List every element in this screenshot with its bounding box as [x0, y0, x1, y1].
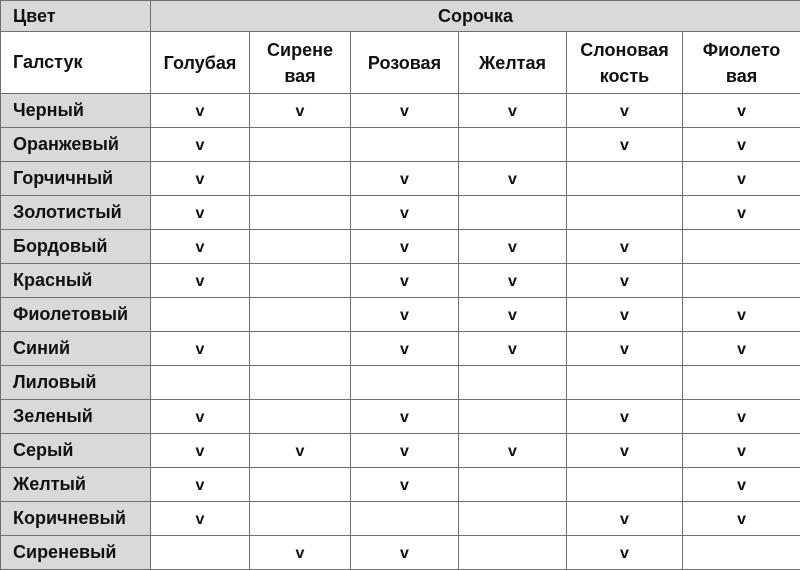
tie-name-cell: Коричневый — [1, 502, 151, 536]
check-mark: v — [196, 239, 205, 256]
compatibility-cell — [567, 230, 683, 264]
compatibility-cell — [567, 162, 683, 196]
check-mark: v — [400, 477, 409, 494]
check-mark: v — [737, 307, 746, 324]
compatibility-cell — [351, 434, 459, 468]
tie-name-cell: Горчичный — [1, 162, 151, 196]
compatibility-cell — [250, 468, 351, 502]
compatibility-cell — [459, 366, 567, 400]
check-mark: v — [737, 137, 746, 154]
compatibility-cell — [151, 434, 250, 468]
compatibility-cell — [151, 536, 250, 570]
compatibility-cell — [351, 230, 459, 264]
check-mark: v — [508, 103, 517, 120]
compatibility-cell — [567, 298, 683, 332]
compatibility-cell — [250, 400, 351, 434]
tie-name-cell: Серый — [1, 434, 151, 468]
tie-name-cell: Зеленый — [1, 400, 151, 434]
tie-name-cell: Черный — [1, 94, 151, 128]
header-row-columns — [1, 32, 800, 94]
table-row — [1, 536, 800, 570]
check-mark: v — [620, 409, 629, 426]
compatibility-cell — [250, 332, 351, 366]
check-mark: v — [508, 273, 517, 290]
compatibility-cell — [250, 196, 351, 230]
check-mark: v — [400, 409, 409, 426]
compatibility-cell — [351, 468, 459, 502]
compatibility-cell — [459, 94, 567, 128]
compatibility-cell — [151, 502, 250, 536]
check-mark: v — [400, 307, 409, 324]
compatibility-cell — [151, 400, 250, 434]
check-mark: v — [296, 103, 305, 120]
shirt-column-header: Фиолето вая — [683, 32, 800, 94]
table-row — [1, 434, 800, 468]
compatibility-cell — [151, 196, 250, 230]
compatibility-cell — [459, 434, 567, 468]
compatibility-cell — [459, 128, 567, 162]
compatibility-cell — [250, 94, 351, 128]
compatibility-cell — [250, 264, 351, 298]
table-row — [1, 196, 800, 230]
check-mark: v — [196, 409, 205, 426]
check-mark: v — [400, 545, 409, 562]
check-mark: v — [737, 103, 746, 120]
check-mark: v — [196, 273, 205, 290]
check-mark: v — [620, 545, 629, 562]
compatibility-cell — [351, 400, 459, 434]
check-mark: v — [196, 443, 205, 460]
shirt-label-cell: Сорочка — [151, 1, 800, 32]
compatibility-cell — [151, 128, 250, 162]
compatibility-cell — [683, 502, 800, 536]
compatibility-cell — [151, 468, 250, 502]
compatibility-cell — [683, 434, 800, 468]
compatibility-cell — [351, 332, 459, 366]
compatibility-cell — [459, 162, 567, 196]
compatibility-cell — [351, 264, 459, 298]
table-row — [1, 400, 800, 434]
check-mark: v — [737, 477, 746, 494]
compatibility-cell — [351, 128, 459, 162]
compatibility-cell — [567, 366, 683, 400]
table-row — [1, 332, 800, 366]
compatibility-cell — [250, 434, 351, 468]
check-mark: v — [196, 137, 205, 154]
check-mark: v — [737, 171, 746, 188]
compatibility-cell — [567, 536, 683, 570]
compatibility-cell — [683, 264, 800, 298]
check-mark: v — [508, 171, 517, 188]
table-row — [1, 366, 800, 400]
check-mark: v — [196, 205, 205, 222]
check-mark: v — [620, 103, 629, 120]
compatibility-cell — [683, 400, 800, 434]
compatibility-cell — [351, 366, 459, 400]
compatibility-cell — [567, 94, 683, 128]
check-mark: v — [737, 341, 746, 358]
compatibility-cell — [567, 196, 683, 230]
compatibility-cell — [567, 434, 683, 468]
compatibility-cell — [683, 298, 800, 332]
check-mark: v — [737, 205, 746, 222]
compatibility-cell — [567, 332, 683, 366]
check-mark: v — [400, 443, 409, 460]
compatibility-cell — [683, 366, 800, 400]
tie-name-cell: Желтый — [1, 468, 151, 502]
compatibility-cell — [151, 366, 250, 400]
compatibility-cell — [683, 196, 800, 230]
compatibility-cell — [250, 230, 351, 264]
compatibility-cell — [459, 400, 567, 434]
check-mark: v — [508, 307, 517, 324]
compatibility-cell — [459, 196, 567, 230]
compatibility-cell — [250, 128, 351, 162]
compatibility-cell — [351, 162, 459, 196]
shirt-column-header: Голубая — [151, 32, 250, 94]
check-mark: v — [400, 239, 409, 256]
check-mark: v — [737, 511, 746, 528]
table-row — [1, 162, 800, 196]
tie-label-cell: Галстук — [1, 32, 151, 94]
compatibility-cell — [351, 298, 459, 332]
compatibility-cell — [151, 94, 250, 128]
check-mark: v — [620, 341, 629, 358]
compatibility-cell — [567, 264, 683, 298]
compatibility-cell — [351, 536, 459, 570]
check-mark: v — [737, 409, 746, 426]
compatibility-cell — [151, 332, 250, 366]
compatibility-cell — [250, 366, 351, 400]
compatibility-cell — [459, 468, 567, 502]
compatibility-cell — [250, 502, 351, 536]
check-mark: v — [400, 273, 409, 290]
table-row — [1, 264, 800, 298]
check-mark: v — [400, 341, 409, 358]
compatibility-cell — [250, 536, 351, 570]
compatibility-cell — [459, 502, 567, 536]
compatibility-cell — [351, 196, 459, 230]
compatibility-cell — [151, 162, 250, 196]
check-mark: v — [400, 205, 409, 222]
compatibility-cell — [459, 230, 567, 264]
compatibility-cell — [683, 468, 800, 502]
tie-name-cell: Фиолетовый — [1, 298, 151, 332]
table-row — [1, 468, 800, 502]
compatibility-cell — [459, 298, 567, 332]
compatibility-cell — [567, 400, 683, 434]
check-mark: v — [196, 511, 205, 528]
check-mark: v — [737, 443, 746, 460]
compatibility-cell — [683, 332, 800, 366]
tie-name-cell: Красный — [1, 264, 151, 298]
compatibility-cell — [567, 128, 683, 162]
check-mark: v — [508, 239, 517, 256]
table-row — [1, 502, 800, 536]
color-label-cell: Цвет — [1, 1, 151, 32]
check-mark: v — [508, 341, 517, 358]
check-mark: v — [296, 443, 305, 460]
check-mark: v — [196, 341, 205, 358]
tie-name-cell: Золотистый — [1, 196, 151, 230]
check-mark: v — [400, 103, 409, 120]
compatibility-cell — [459, 332, 567, 366]
check-mark: v — [620, 239, 629, 256]
compatibility-cell — [683, 162, 800, 196]
check-mark: v — [196, 171, 205, 188]
compatibility-cell — [250, 298, 351, 332]
header-row-top — [1, 1, 800, 32]
compatibility-cell — [683, 128, 800, 162]
table-row — [1, 230, 800, 264]
check-mark: v — [620, 273, 629, 290]
check-mark: v — [620, 137, 629, 154]
check-mark: v — [196, 103, 205, 120]
compatibility-cell — [683, 230, 800, 264]
check-mark: v — [196, 477, 205, 494]
check-mark: v — [620, 443, 629, 460]
compatibility-cell — [683, 536, 800, 570]
compatibility-cell — [351, 502, 459, 536]
table-row — [1, 128, 800, 162]
compatibility-cell — [151, 298, 250, 332]
shirt-column-header: Желтая — [459, 32, 567, 94]
compatibility-cell — [151, 230, 250, 264]
compatibility-cell — [567, 468, 683, 502]
table-row — [1, 298, 800, 332]
tie-name-cell: Сиреневый — [1, 536, 151, 570]
tie-name-cell: Синий — [1, 332, 151, 366]
compatibility-cell — [351, 94, 459, 128]
table-row — [1, 94, 800, 128]
check-mark: v — [620, 511, 629, 528]
check-mark: v — [508, 443, 517, 460]
shirt-column-header: Слоновая кость — [567, 32, 683, 94]
shirt-column-header: Розовая — [351, 32, 459, 94]
tie-name-cell: Лиловый — [1, 366, 151, 400]
compatibility-cell — [151, 264, 250, 298]
compatibility-cell — [250, 162, 351, 196]
tie-name-cell: Оранжевый — [1, 128, 151, 162]
compatibility-cell — [459, 536, 567, 570]
shirt-column-header: Сирене вая — [250, 32, 351, 94]
compatibility-cell — [567, 502, 683, 536]
tie-name-cell: Бордовый — [1, 230, 151, 264]
check-mark: v — [620, 307, 629, 324]
check-mark: v — [400, 171, 409, 188]
compatibility-cell — [459, 264, 567, 298]
check-mark: v — [296, 545, 305, 562]
compatibility-cell — [683, 94, 800, 128]
